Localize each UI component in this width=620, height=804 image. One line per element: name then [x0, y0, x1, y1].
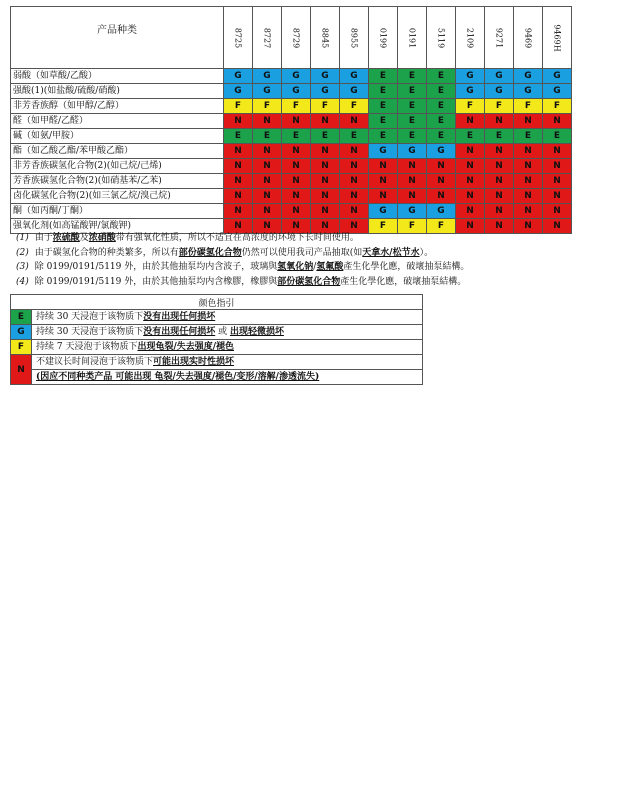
rating-cell: N	[253, 174, 282, 189]
substance-label: 碱（如氨/甲胺）	[11, 129, 224, 144]
rating-cell: N	[514, 144, 543, 159]
emphasis-text: 部份碳氢化合物	[178, 247, 242, 258]
footnote	[16, 246, 612, 261]
rating-cell: G	[253, 84, 282, 99]
text-segment: 由于碳氢化合物的种类繁多，所以有	[34, 247, 179, 258]
rating-cell: E	[485, 129, 514, 144]
rating-cell: N	[427, 159, 456, 174]
rating-cell: N	[485, 174, 514, 189]
rating-cell: E	[427, 84, 456, 99]
footnote-number: (4)	[16, 276, 29, 287]
rating-cell: G	[485, 69, 514, 84]
footnote	[16, 275, 612, 290]
rating-cell: N	[456, 174, 485, 189]
emphasis-text: 没有出现任何损坏	[143, 312, 216, 322]
rating-cell: E	[427, 114, 456, 129]
rating-cell: N	[311, 159, 340, 174]
substance-label: 酯（如乙酸乙酯/苯甲酸乙酯）	[11, 144, 224, 159]
model-header: 9469	[514, 7, 543, 69]
substance-label: 非芳香族醇（如甲醇/乙醇）	[11, 99, 224, 114]
rating-cell: E	[282, 129, 311, 144]
table-row	[11, 204, 572, 219]
rating-cell: N	[427, 189, 456, 204]
text-segment: 由于	[34, 233, 53, 243]
emphasis-text: 浓硝酸	[88, 233, 116, 243]
rating-cell: F	[253, 99, 282, 114]
rating-cell: N	[514, 204, 543, 219]
rating-cell: F	[427, 219, 456, 234]
rating-cell: N	[282, 204, 311, 219]
text-segment: 產生化學化應，破壞抽泵結構。	[343, 262, 470, 272]
emphasis-text: 浓硫酸	[52, 233, 80, 243]
legend-row	[11, 340, 423, 355]
text-segment: 带有强氧化性质，所以不适宜在高浓度的环境下长时间使用。	[115, 233, 359, 243]
rating-cell: E	[398, 99, 427, 114]
table-row	[11, 129, 572, 144]
rating-cell: F	[340, 99, 369, 114]
text-segment: ）。	[419, 247, 434, 258]
text-segment: 產生化學化應，破壞抽泵結構。	[340, 276, 467, 287]
rating-cell: E	[427, 129, 456, 144]
rating-cell: N	[456, 219, 485, 234]
rating-cell: N	[253, 189, 282, 204]
rating-cell: N	[340, 219, 369, 234]
legend-key: N	[11, 355, 32, 385]
rating-cell: E	[369, 84, 398, 99]
rating-cell: N	[543, 189, 572, 204]
rating-cell: N	[485, 189, 514, 204]
rating-cell: N	[456, 204, 485, 219]
rating-cell: G	[282, 84, 311, 99]
rating-cell: N	[427, 174, 456, 189]
text-segment: /	[313, 262, 317, 272]
rating-cell: N	[224, 159, 253, 174]
rating-cell: E	[369, 129, 398, 144]
rating-cell: N	[282, 174, 311, 189]
rating-cell: N	[543, 174, 572, 189]
table-row	[11, 99, 572, 114]
rating-cell: G	[340, 84, 369, 99]
legend-key: G	[11, 325, 32, 340]
rating-cell: N	[456, 189, 485, 204]
emphasis-text: 可能出现实时性损坏	[153, 357, 235, 367]
emphasis-text: 出现轻微损坏	[229, 327, 284, 337]
rating-cell: G	[398, 144, 427, 159]
rating-cell: N	[311, 219, 340, 234]
rating-cell: N	[456, 159, 485, 174]
rating-cell: G	[485, 84, 514, 99]
rating-cell: G	[456, 69, 485, 84]
model-header: 0199	[369, 7, 398, 69]
table-row	[11, 114, 572, 129]
rating-cell: N	[224, 114, 253, 129]
rating-cell: N	[224, 219, 253, 234]
table-row	[11, 84, 572, 99]
rating-cell: E	[369, 69, 398, 84]
legend-description	[32, 310, 423, 325]
rating-cell: N	[340, 144, 369, 159]
rating-cell: N	[340, 114, 369, 129]
table-row	[11, 69, 572, 84]
model-header: 5119	[427, 7, 456, 69]
rating-cell: N	[514, 219, 543, 234]
rating-cell: N	[369, 159, 398, 174]
text-segment: 不建议长时间浸泡于该物质下	[36, 357, 154, 367]
model-header: 9271	[485, 7, 514, 69]
legend-description	[32, 355, 423, 370]
text-segment: 仍然可以使用我司产品抽取(如	[241, 247, 363, 258]
model-header: 8955	[340, 7, 369, 69]
rating-cell: E	[514, 129, 543, 144]
text-segment: 除 0199/0191/5119 外，由於其他抽泵均内含橡膠，橡膠與	[34, 276, 278, 287]
rating-cell: F	[456, 99, 485, 114]
rating-cell: N	[253, 219, 282, 234]
rating-cell: E	[224, 129, 253, 144]
rating-cell: N	[224, 204, 253, 219]
table-row	[11, 174, 572, 189]
substance-label: 非芳香族碳氢化合物(2)(如己烷/己烯)	[11, 159, 224, 174]
rating-cell: G	[311, 69, 340, 84]
rating-cell: E	[369, 99, 398, 114]
footnote-number: (2)	[16, 247, 29, 258]
substance-label: 卤化碳氢化合物(2)(如三氯乙烷/溴己烷)	[11, 189, 224, 204]
emphasis-text: 天拿水/松节水	[362, 247, 420, 258]
rating-cell: N	[340, 174, 369, 189]
rating-cell: N	[514, 159, 543, 174]
substance-label: 酮（如丙酮/丁酮）	[11, 204, 224, 219]
rating-cell: E	[398, 84, 427, 99]
legend-row	[11, 310, 423, 325]
rating-cell: G	[282, 69, 311, 84]
model-header: 8729	[282, 7, 311, 69]
rating-cell: N	[456, 114, 485, 129]
rating-cell: N	[224, 174, 253, 189]
footnote-number: (3)	[16, 262, 29, 272]
rating-cell: G	[543, 69, 572, 84]
substance-label: 强氧化剂(如高锰酸钾/氯酸钾)	[11, 219, 224, 234]
rating-cell: G	[253, 69, 282, 84]
legend-description	[32, 370, 423, 385]
rating-cell: G	[224, 84, 253, 99]
emphasis-text: 氢氟酸	[316, 262, 344, 272]
rating-cell: N	[282, 219, 311, 234]
rating-cell: N	[398, 174, 427, 189]
rating-cell: N	[485, 144, 514, 159]
rating-cell: N	[485, 114, 514, 129]
text-segment: 持续 7 天浸泡于该物质下	[36, 342, 138, 352]
table-row	[11, 159, 572, 174]
rating-cell: N	[311, 204, 340, 219]
rating-cell: F	[224, 99, 253, 114]
rating-cell: N	[514, 114, 543, 129]
product-type-header: 产品种类	[11, 7, 224, 69]
rating-cell: N	[398, 189, 427, 204]
rating-cell: G	[369, 204, 398, 219]
emphasis-text: (因应不同种类产品 可能出现 龟裂/失去强度/褪色/变形/溶解/渗透流失)	[36, 372, 320, 382]
rating-cell: N	[543, 114, 572, 129]
model-header: 0191	[398, 7, 427, 69]
rating-cell: N	[398, 159, 427, 174]
rating-cell: G	[514, 84, 543, 99]
rating-cell: G	[427, 144, 456, 159]
text-segment: 及	[79, 233, 89, 243]
rating-cell: E	[456, 129, 485, 144]
text-segment: 持续 30 天浸泡于该物质下	[36, 312, 144, 322]
substance-label: 芳香族碳氢化合物(2)(如硝基苯/乙苯)	[11, 174, 224, 189]
rating-cell: N	[485, 159, 514, 174]
rating-cell: E	[253, 129, 282, 144]
rating-cell: N	[340, 159, 369, 174]
legend-row	[11, 325, 423, 340]
rating-cell: G	[224, 69, 253, 84]
compatibility-table	[10, 6, 572, 234]
rating-cell: F	[311, 99, 340, 114]
substance-label: 弱酸（如草酸/乙酸）	[11, 69, 224, 84]
substance-label: 强酸(1)(如盐酸/硫酸/硝酸)	[11, 84, 224, 99]
legend-title: 颜色指引	[11, 295, 423, 310]
rating-cell: E	[427, 69, 456, 84]
rating-cell: E	[398, 69, 427, 84]
rating-cell: N	[253, 159, 282, 174]
legend-row	[11, 355, 423, 370]
rating-cell: N	[311, 144, 340, 159]
rating-cell: N	[340, 189, 369, 204]
rating-cell: N	[311, 189, 340, 204]
rating-cell: N	[224, 144, 253, 159]
emphasis-text: 氢氧化钠	[277, 262, 314, 272]
legend-key: F	[11, 340, 32, 355]
rating-cell: G	[427, 204, 456, 219]
rating-cell: N	[253, 114, 282, 129]
rating-cell: N	[485, 204, 514, 219]
rating-cell: G	[456, 84, 485, 99]
rating-cell: G	[514, 69, 543, 84]
model-header: 9469H	[543, 7, 572, 69]
footnote	[16, 260, 612, 275]
footnotes	[16, 231, 612, 289]
legend-description	[32, 340, 423, 355]
model-header: 8845	[311, 7, 340, 69]
footnote-number: (1)	[16, 233, 29, 243]
table-header-row	[11, 7, 572, 69]
emphasis-text: 出现龟裂/失去强度/褪色	[137, 342, 235, 352]
rating-cell: G	[543, 84, 572, 99]
rating-cell: N	[485, 219, 514, 234]
rating-cell: E	[427, 99, 456, 114]
rating-cell: N	[369, 189, 398, 204]
rating-cell: N	[253, 144, 282, 159]
rating-cell: G	[398, 204, 427, 219]
rating-cell: F	[485, 99, 514, 114]
rating-cell: N	[340, 204, 369, 219]
text-segment: 或	[215, 327, 230, 337]
rating-cell: G	[311, 84, 340, 99]
rating-cell: E	[340, 129, 369, 144]
text-segment: 持续 30 天浸泡于该物质下	[36, 327, 144, 337]
rating-cell: N	[282, 189, 311, 204]
rating-cell: N	[456, 144, 485, 159]
rating-cell: E	[311, 129, 340, 144]
rating-cell: F	[514, 99, 543, 114]
color-legend	[10, 294, 423, 385]
table-row	[11, 189, 572, 204]
rating-cell: G	[340, 69, 369, 84]
rating-cell: N	[282, 159, 311, 174]
rating-cell: N	[369, 174, 398, 189]
legend-description	[32, 325, 423, 340]
rating-cell: N	[543, 219, 572, 234]
rating-cell: F	[543, 99, 572, 114]
table-row	[11, 144, 572, 159]
emphasis-text: 没有出现任何损坏	[143, 327, 216, 337]
rating-cell: N	[282, 114, 311, 129]
substance-label: 醛（如甲醛/乙醛）	[11, 114, 224, 129]
rating-cell: N	[224, 189, 253, 204]
rating-cell: F	[369, 219, 398, 234]
rating-cell: E	[543, 129, 572, 144]
rating-cell: F	[282, 99, 311, 114]
rating-cell: N	[311, 174, 340, 189]
rating-cell: N	[543, 144, 572, 159]
rating-cell: N	[282, 144, 311, 159]
legend-row	[11, 370, 423, 385]
legend-key: E	[11, 310, 32, 325]
model-header: 8727	[253, 7, 282, 69]
rating-cell: N	[543, 204, 572, 219]
rating-cell: N	[311, 114, 340, 129]
footnote	[16, 231, 612, 246]
rating-cell: N	[514, 189, 543, 204]
model-header: 2109	[456, 7, 485, 69]
rating-cell: E	[369, 114, 398, 129]
rating-cell: E	[398, 114, 427, 129]
rating-cell: N	[543, 159, 572, 174]
emphasis-text: 部份碳氢化合物	[277, 276, 341, 287]
rating-cell: N	[514, 174, 543, 189]
rating-cell: N	[253, 204, 282, 219]
text-segment: 除 0199/0191/5119 外，由於其他抽泵均内含波子，玻璃與	[34, 262, 278, 272]
rating-cell: E	[398, 129, 427, 144]
rating-cell: G	[369, 144, 398, 159]
rating-cell: F	[398, 219, 427, 234]
model-header: 8725	[224, 7, 253, 69]
